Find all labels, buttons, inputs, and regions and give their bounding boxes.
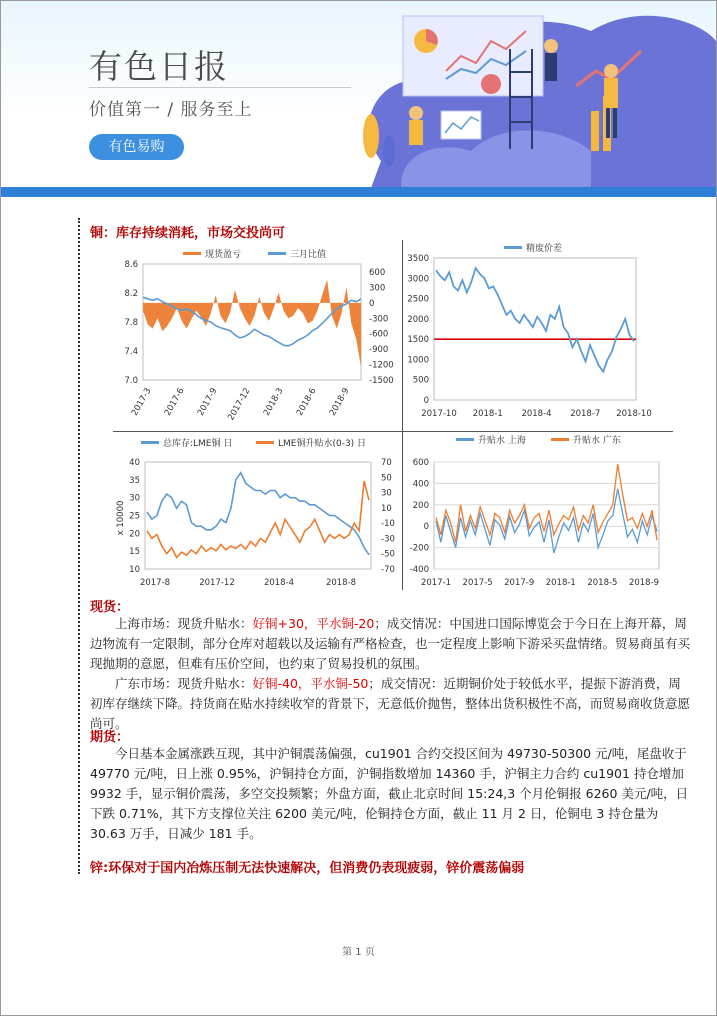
guangdong-market-paragraph (90, 674, 690, 734)
brand-button[interactable]: 有色易购 (89, 134, 184, 160)
guangdong-details: ；成交情况：近期铜价处于较低水平，提振下游消费，周初库存继续下降。持货商在贴水持续收窄的背景下，无意低价抛售，整体出货积极性不高，而贸易商收货意愿尚可。 (90, 676, 691, 731)
y-tick-label: -70 (381, 565, 395, 575)
legend-swatch (551, 438, 569, 441)
y-tick-label: 7.8 (124, 318, 138, 328)
y-tick-label: 1500 (407, 335, 429, 346)
y-tick-label: 2000 (407, 314, 429, 325)
legend-label: 现货盈亏 (205, 250, 242, 260)
banner-stripe (1, 187, 716, 197)
y-tick-label: 50 (381, 473, 392, 484)
section-rule (78, 218, 80, 874)
x-tick-label: 2018-5 (587, 578, 618, 588)
legend-swatch (504, 246, 522, 249)
x-tick-label: 2018-8 (325, 578, 357, 588)
y-tick-label: 40 (129, 458, 140, 468)
x-tick-label: 2017-3 (129, 386, 154, 418)
y-tick-label: 30 (129, 493, 140, 504)
page-number: 第 1 页 (342, 947, 375, 958)
y-tick-label: 10 (129, 565, 140, 575)
x-tick-label: 2017-5 (462, 578, 493, 588)
x-tick-label: 2017-6 (162, 386, 187, 418)
x-tick-label: 2017-1 (420, 578, 452, 588)
y-tick-label: -300 (369, 314, 389, 325)
y-tick-label: 30 (381, 488, 392, 499)
copper-section-title: 铜：库存持续消耗，市场交投尚可 (90, 226, 286, 241)
legend-swatch (256, 441, 274, 444)
y-tick-label: 3500 (407, 254, 429, 264)
y-tick-label: 3000 (407, 274, 429, 285)
plot-border (145, 462, 371, 569)
zinc-section-title: 锌:环保对于国内冶炼压制无法快速解决，但消费仍表现疲弱，锌价震荡偏弱 (90, 861, 525, 876)
y-tick-label: 35 (129, 475, 140, 486)
spot-heading: 现货： (90, 600, 130, 615)
legend-label: LME铜升贴水(0-3) 日 (278, 439, 367, 449)
y-tick-label: 25 (129, 511, 140, 522)
report-title: 有色日报 (89, 47, 229, 86)
y-axis-label: x 10000 (116, 500, 126, 536)
x-tick-label: 2018-6 (294, 386, 319, 418)
y-tick-label: -1500 (369, 376, 394, 386)
x-tick-label: 2017-9 (504, 578, 535, 588)
shanghai-details: ；成交情况：中国进口国际博览会于今日在上海开幕，周边物流有一定限制，部分仓库对超载以及运输有严格检查，也一定程度上影响下游采买盘情绪。贸易商虽有买现抛期的意愿，但难有压价空间，也约束了贸易投机的氛围。 (90, 616, 691, 671)
chart-refined-scrap-spread (404, 242, 674, 430)
series-area-spot-pnl (143, 280, 361, 367)
chart-spot-pnl-ratio (113, 242, 402, 430)
x-tick-label: 2017-10 (421, 409, 457, 419)
legend-swatch (141, 441, 159, 444)
y-tick-label: -600 (369, 329, 389, 340)
legend-swatch (268, 252, 286, 255)
legend-label: 三月比值 (290, 250, 327, 260)
y-tick-label: 0 (423, 522, 429, 533)
x-tick-label: 2018-1 (472, 409, 503, 419)
x-tick-label: 2017-12 (199, 578, 235, 588)
y-tick-label: 70 (381, 458, 392, 468)
series-line-lme-premium (147, 481, 369, 557)
legend-swatch (456, 438, 474, 441)
x-tick-label: 2018-9 (628, 578, 660, 588)
legend-swatch (183, 252, 201, 255)
y-tick-label: 0 (423, 396, 429, 406)
y-tick-label: 7.0 (124, 376, 138, 386)
legend-label: 精废价差 (526, 244, 563, 254)
y-tick-label: -30 (381, 534, 395, 545)
plot-border (434, 258, 636, 400)
legend-label: 升贴水 上海 (478, 436, 526, 446)
x-tick-label: 2018-4 (263, 578, 295, 588)
shanghai-quote: 好铜+30，平水铜-20 (252, 616, 375, 631)
y-tick-label: -900 (369, 345, 389, 356)
futures-heading: 期货： (90, 730, 130, 745)
y-tick-label: 2500 (407, 294, 429, 305)
header-banner (1, 1, 716, 197)
y-tick-label: 400 (412, 479, 429, 490)
y-tick-label: -10 (381, 519, 395, 530)
shanghai-prefix: 上海市场：现货升贴水： (115, 616, 253, 631)
title-divider (89, 87, 351, 88)
guangdong-quote: 好铜-40，平水铜-50 (252, 676, 369, 691)
x-tick-label: 2018-10 (616, 409, 652, 419)
futures-paragraph: 今日基本金属涨跌互现，其中沪铜震荡偏强，cu1901 合约交投区间为 49730-50300 元/吨，尾盘收于 49770 元/吨，日上涨 0.95%，沪铜持仓方面，沪铜指数增加 14360 手，沪铜主力合约 cu1901 持仓增加 9932 手，显示铜价震荡，多空交投频繁；外盘方面，截止北京时间 15:24,3 个月伦铜报 6260 美元/吨，日下跌 0.71%，其下方支撑位关注 6200 美元/吨，伦铜持仓方面，截止 11 月 2 日，伦铜电 3 持仓量为 30.63 万手，日减少 181 手。 (90, 746, 689, 841)
y-tick-label: 0 (369, 298, 375, 309)
plot-border (143, 264, 361, 380)
y-tick-label: -400 (409, 565, 429, 575)
y-tick-label: 10 (381, 503, 392, 514)
chart-grid-divider-h (113, 431, 673, 432)
report-subtitle: 价值第一 / 服务至上 (89, 100, 253, 120)
chart-spot-premium-regions (404, 433, 674, 590)
y-tick-label: -1200 (369, 360, 394, 371)
x-tick-label: 2018-4 (521, 409, 552, 419)
y-tick-label: -200 (409, 543, 429, 554)
shanghai-market-paragraph (90, 614, 690, 674)
x-tick-label: 2018-3 (261, 386, 286, 418)
y-tick-label: 600 (412, 458, 429, 468)
x-tick-label: 2017-12 (226, 386, 253, 423)
x-tick-label: 2018-1 (545, 578, 576, 588)
y-tick-label: 15 (129, 547, 140, 558)
x-tick-label: 2017-9 (195, 386, 220, 418)
y-tick-label: 8.2 (124, 289, 138, 299)
x-tick-label: 2018-9 (327, 386, 352, 418)
plot-border (434, 462, 659, 569)
y-tick-label: 8.6 (124, 260, 138, 270)
y-tick-label: 500 (412, 375, 429, 386)
x-tick-label: 2017-8 (139, 578, 171, 588)
y-tick-label: 1000 (407, 355, 429, 366)
legend-label: 升贴水 广东 (573, 436, 621, 446)
legend-label: 总库存:LME铜 日 (163, 439, 233, 449)
y-tick-label: 600 (369, 268, 386, 278)
y-tick-label: 300 (369, 283, 386, 294)
y-tick-label: 200 (412, 500, 429, 511)
x-tick-label: 2018-7 (570, 409, 601, 419)
chart-lme-stock-premium (113, 433, 402, 590)
chart-grid-divider-v (402, 240, 403, 590)
y-tick-label: 7.4 (124, 347, 138, 357)
y-tick-label: 20 (129, 529, 140, 540)
guangdong-prefix: 广东市场：现货升贴水： (115, 676, 253, 691)
business-analytics-illustration (341, 1, 716, 188)
y-tick-label: -50 (381, 549, 395, 560)
series-line-refined-scrap-spread (436, 268, 634, 372)
